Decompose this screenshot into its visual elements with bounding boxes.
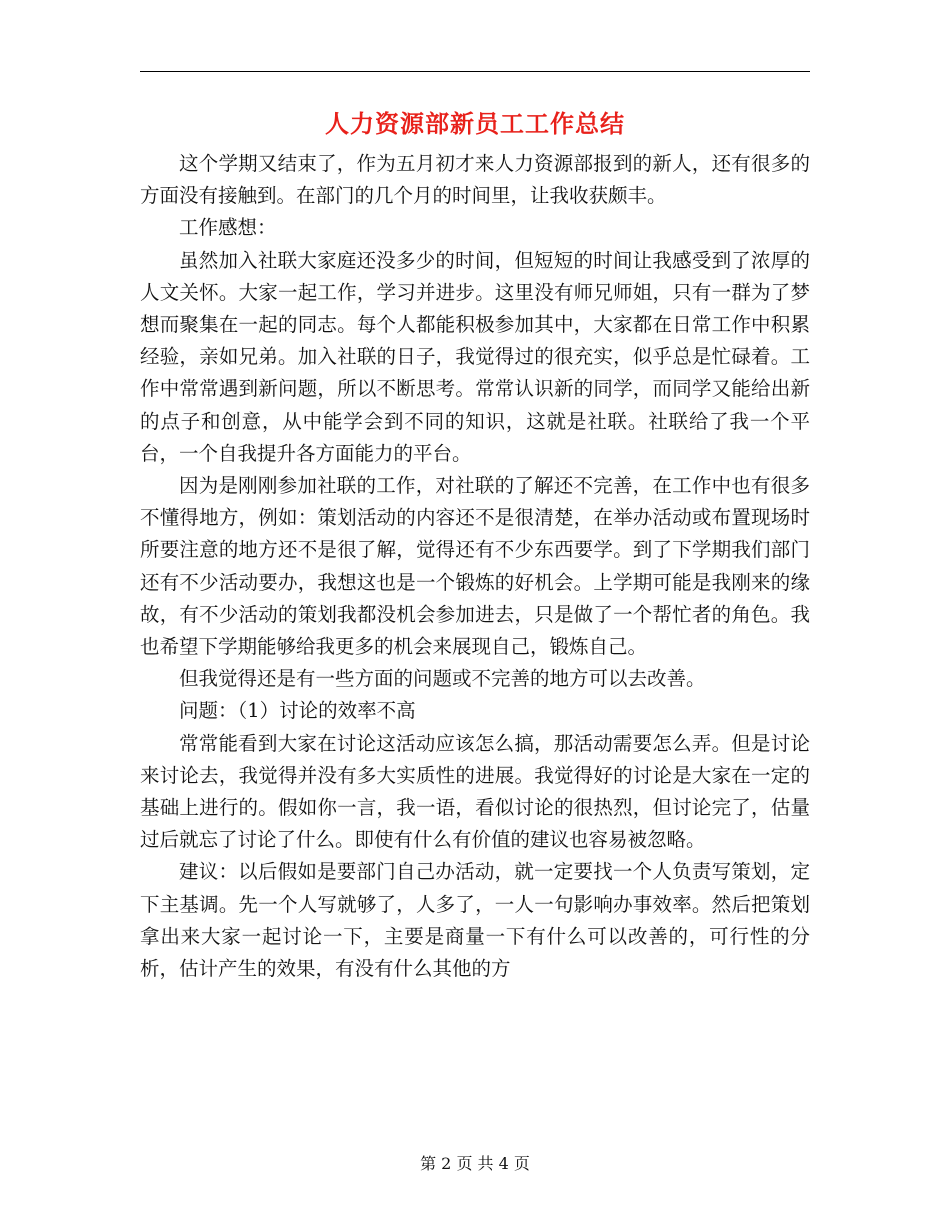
- page-footer: 第 2 页 共 4 页: [420, 1154, 530, 1173]
- paragraph-work-feelings: 虽然加入社联大家庭还没多少的时间，但短短的时间让我感受到了浓厚的人文关怀。大家一起工作，学习并进步。这里没有师兄师姐，只有一群为了梦想而聚集在一起的同志。每个人都能积极参加其中，大家都在日常工作中积累经验，亲如兄弟。加入社联的日子，我觉得过的很充实，似乎总是忙碌着。工作中常常遇到新问题，所以不断思考。常常认识新的同学，而同学又能给出新的点子和创意，从中能学会到不同的知识，这就是社联。社联给了我一个平台，一个自我提升各方面能力的平台。: [140, 248, 810, 465]
- paragraph-improvement-intro: 但我觉得还是有一些方面的问题或不完善的地方可以去改善。: [179, 667, 706, 691]
- paragraph-problem-heading: 问题：（1）讨论的效率不高: [179, 699, 416, 723]
- document-title: 人力资源部新员工工作总结: [325, 109, 625, 138]
- header-rule: [140, 71, 810, 72]
- paragraph-suggestion: 建议：以后假如是要部门自己办活动，就一定要找一个人负责写策划，定下主基调。先一个人写就够了，人多了，一人一句影响办事效率。然后把策划拿出来大家一起讨论一下，主要是商量一下有什么可以改善的，可行性的分析，估计产生的效果，有没有什么其他的方: [140, 860, 810, 981]
- paragraph-intro: 这个学期又结束了，作为五月初才来人力资源部报到的新人，还有很多的方面没有接触到。在部门的几个月的时间里，让我收获颇丰。: [140, 152, 810, 208]
- paragraph-shortcomings: 因为是刚刚参加社联的工作，对社联的了解还不完善，在工作中也有很多不懂得地方，例如：策划活动的内容还不是很清楚，在举办活动或布置现场时所要注意的地方还不是很了解，觉得还有不少东西要学。到了下学期我们部门还有不少活动要办，我想这也是一个锻炼的好机会。上学期可能是我刚来的缘故，有不少活动的策划我都没机会参加进去，只是做了一个帮忙者的角色。我也希望下学期能够给我更多的机会来展现自己，锻炼自己。: [140, 474, 810, 659]
- paragraph-problem-detail: 常常能看到大家在讨论这活动应该怎么搞，那活动需要怎么弄。但是讨论来讨论去，我觉得并没有多大实质性的进展。我觉得好的讨论是大家在一定的基础上进行的。假如你一言，我一语，看似讨论的很热烈，但讨论完了，估量过后就忘了讨论了什么。即使有什么有价值的建议也容易被忽略。: [140, 731, 810, 852]
- document-body: [140, 148, 810, 985]
- paragraph-work-feelings-heading: 工作感想：: [179, 216, 277, 240]
